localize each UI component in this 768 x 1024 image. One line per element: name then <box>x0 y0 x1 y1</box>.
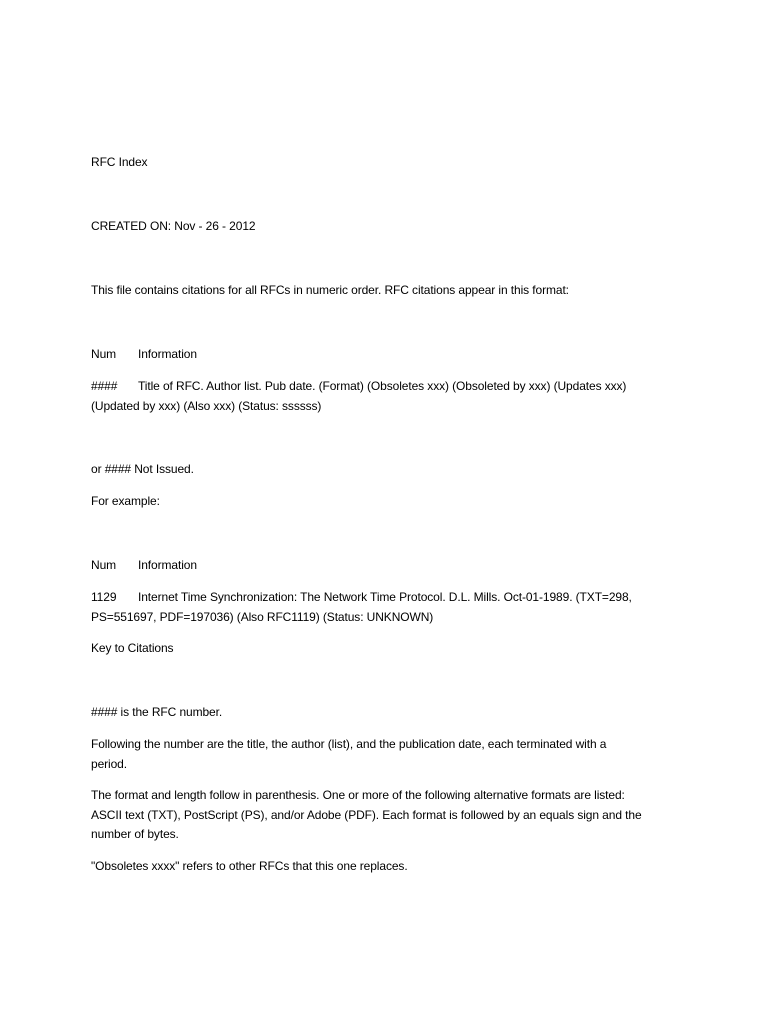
format-header-num: Num <box>91 347 117 361</box>
not-issued-line: or #### Not Issued. <box>91 462 194 476</box>
document-title: RFC Index <box>91 155 148 169</box>
format-row-info: Title of RFC. Author list. Pub date. (Format) (Obsoletes xxx) (Obsoleted by xxx) (Updates xxx) <box>138 379 627 393</box>
example-row-line2: PS=551697, PDF=197036) (Also RFC1119) (Status: UNKNOWN) <box>91 610 434 624</box>
intro-paragraph: This file contains citations for all RFCs in numeric order. RFC citations appear in this format: <box>91 283 569 297</box>
for-example-line: For example: <box>91 494 160 508</box>
format-row-line2: (Updated by xxx) (Also xxx) (Status: ssssss) <box>91 399 322 413</box>
key-title-line1: Following the number are the title, the author (list), and the publication date, each terminated with a <box>91 737 607 751</box>
format-row-line1 <box>91 376 681 396</box>
created-on-line: CREATED ON: Nov - 26 - 2012 <box>91 219 256 233</box>
key-title-line2: period. <box>91 757 127 771</box>
key-heading: Key to Citations <box>91 641 174 655</box>
example-header-info: Information <box>138 558 197 572</box>
example-row-num: 1129 <box>91 590 117 604</box>
example-header-num: Num <box>91 558 117 572</box>
key-number-line: #### is the RFC number. <box>91 705 223 719</box>
example-row-line1 <box>91 587 681 607</box>
key-format-line3: number of bytes. <box>91 827 179 841</box>
key-obsoletes-line: "Obsoletes xxxx" refers to other RFCs that this one replaces. <box>91 859 408 873</box>
example-table-header <box>91 555 681 575</box>
key-format-line1: The format and length follow in parenthesis. One or more of the following alternative formats are listed: <box>91 788 625 802</box>
key-format-line2: ASCII text (TXT), PostScript (PS), and/or Adobe (PDF). Each format is followed by an equals sign and the <box>91 808 642 822</box>
format-row-num: #### <box>91 379 118 393</box>
format-header-info: Information <box>138 347 197 361</box>
format-table-header <box>91 344 681 364</box>
example-row-info: Internet Time Synchronization: The Network Time Protocol. D.L. Mills. Oct-01-1989. (TXT=298, <box>138 590 632 604</box>
